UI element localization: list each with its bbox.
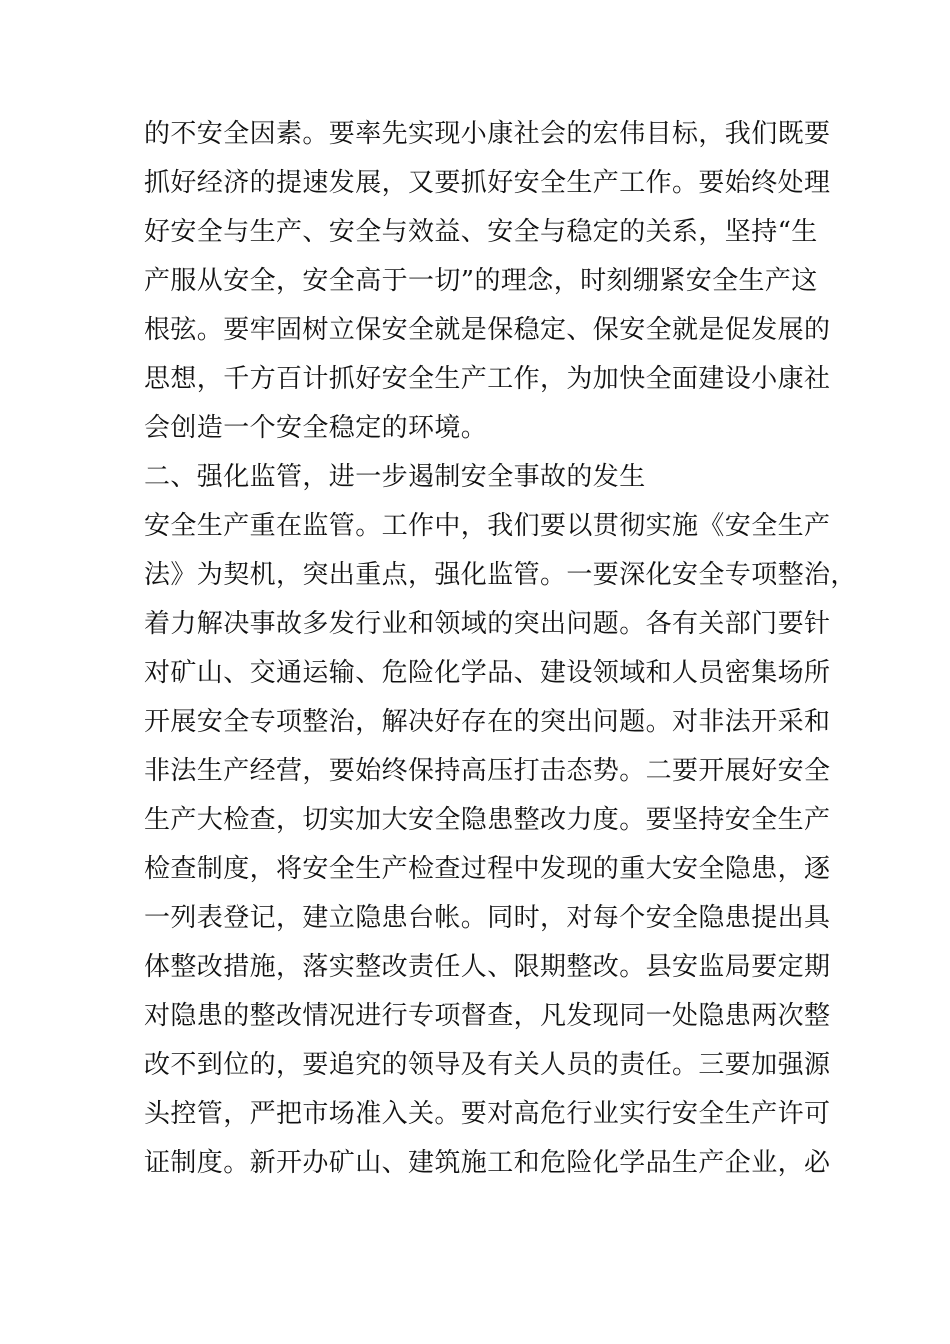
text-line: 对矿山、交通运输、危险化学品、建设领域和人员密集场所	[144, 658, 831, 688]
text-line: 抓好经济的提速发展，又要抓好安全生产工作。要始终处理	[144, 168, 831, 198]
text-line: 头控管，严把市场准入关。要对高危行业实行安全生产许可	[144, 1099, 831, 1129]
text-line: 对隐患的整改情况进行专项督查，凡发现同一处隐患两次整	[144, 1001, 831, 1031]
text-line: 根弦。要牢固树立保安全就是保稳定、保安全就是促发展的	[144, 315, 831, 345]
text-line: 生产大检查，切实加大安全隐患整改力度。要坚持安全生产	[144, 805, 831, 835]
text-line: 安全生产重在监管。工作中，我们要以贯彻实施《安全生产	[144, 511, 831, 541]
text-line: 体整改措施，落实整改责任人、限期整改。县安监局要定期	[144, 952, 831, 982]
text-line: 产服从安全，安全高于一切”的理念，时刻绷紧安全生产这	[144, 266, 818, 296]
text-line: 思想，千方百计抓好安全生产工作，为加快全面建设小康社	[144, 364, 831, 394]
text-line: 法》为契机，突出重点，强化监管。一要深化安全专项整治，	[144, 560, 857, 590]
text-line: 证制度。新开办矿山、建筑施工和危险化学品生产企业，必	[144, 1148, 831, 1178]
text-line: 非法生产经营，要始终保持高压打击态势。二要开展好安全	[144, 756, 831, 786]
text-line: 检查制度，将安全生产检查过程中发现的重大安全隐患，逐	[144, 854, 831, 884]
text-line: 改不到位的，要追究的领导及有关人员的责任。三要加强源	[144, 1050, 831, 1080]
body-text	[144, 110, 857, 1188]
text-line: 一列表登记，建立隐患台帐。同时，对每个安全隐患提出具	[144, 903, 831, 933]
text-line: 好安全与生产、安全与效益、安全与稳定的关系，坚持“生	[144, 217, 818, 247]
text-line: 开展安全专项整治，解决好存在的突出问题。对非法开采和	[144, 707, 831, 737]
text-line: 着力解决事故多发行业和领域的突出问题。各有关部门要针	[144, 609, 831, 639]
text-line: 会创造一个安全稳定的环境。	[144, 413, 488, 443]
section-heading: 二、强化监管，进一步遏制安全事故的发生	[144, 462, 646, 492]
text-line: 的不安全因素。要率先实现小康社会的宏伟目标，我们既要	[144, 119, 831, 149]
